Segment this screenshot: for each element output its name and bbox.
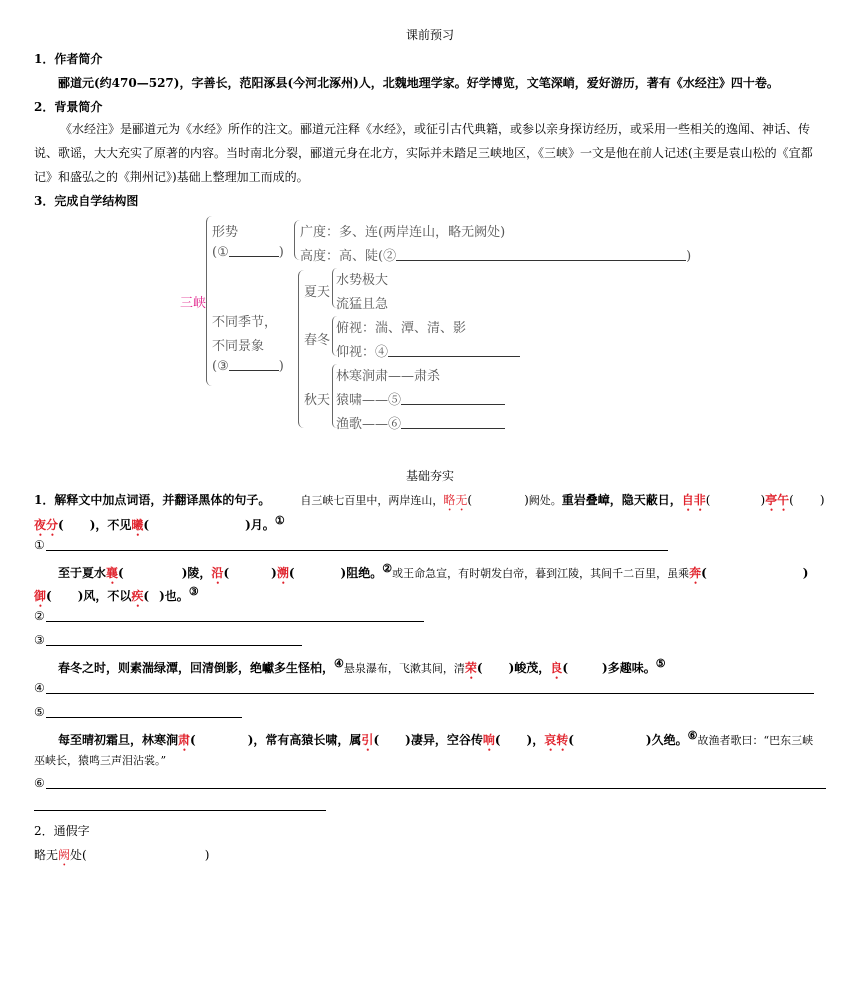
tree-summer-2: 流猛且急: [336, 297, 389, 312]
translation-line-1[interactable]: [46, 550, 668, 551]
translation-line-5[interactable]: [46, 717, 242, 718]
translation-line-6b[interactable]: [34, 810, 326, 811]
q1-line-5: 春冬之时，则素湍绿潭，回清倒影，绝巘多生怪柏，④悬泉瀑布，飞漱其间，清荣( )峻茂，良( )多趣味。⑤: [58, 657, 666, 675]
translation-label-3: ③: [34, 633, 45, 647]
tree-au-2: 猿啸——⑤: [336, 389, 505, 408]
tree-guangdu: 广度：多、连(两岸连山，略无阙处): [300, 225, 506, 240]
translation-line-2[interactable]: [46, 621, 424, 622]
tree-springwinter: 春冬: [304, 333, 331, 348]
tree-summer-1: 水势极大: [336, 273, 389, 288]
translation-label-4: ④: [34, 681, 45, 695]
tree-xingshi: 形势: [212, 225, 239, 240]
translation-label-5: ⑤: [34, 705, 45, 719]
translation-line-4[interactable]: [46, 693, 814, 694]
q1-line-1: 1．解释文中加点词语，并翻译黑体的句子。 自三峡七百里中，两岸连山，略无( )阙处。重岩叠嶂，隐天蔽日，自非( )亭午( ): [34, 493, 825, 507]
tree-season-1: 不同季节，: [212, 315, 278, 330]
tree-blank-1: (① ): [212, 245, 284, 260]
tree-au-3: 渔歌——⑥: [336, 413, 505, 432]
q1-line-6: 每至晴初霜旦，林寒涧肃( )，常有高猿长啸，属引( )凄异，空谷传响( )，哀转( )久绝。⑥故渔者歌曰：“巴东三峡: [58, 729, 814, 747]
q2-heading: 2．通假字: [34, 824, 90, 838]
tree-summer: 夏天: [304, 285, 331, 300]
q1-line-3: 至于夏水襄( )陵，沿( )溯( )阻绝。②或王命急宣，有时朝发白帝，暮到江陵，其间千二百里，虽乘奔( ): [58, 562, 809, 580]
q2-item: 略无阙处( ): [34, 848, 210, 862]
tree-gaodu: 高度：高、陡(② ): [300, 249, 692, 264]
section-title-preview: 课前预习: [405, 28, 454, 42]
translation-line-3[interactable]: [46, 645, 302, 646]
q1-line-7: 巫峡长，猿鸣三声泪沾裳。”: [34, 754, 167, 767]
tree-sw-1: 俯视：湍、潭、清、影: [336, 321, 467, 336]
q1-line-2: 夜分( )，不见曦( )月。①: [34, 514, 285, 532]
background-heading: 2．背景简介: [34, 100, 103, 114]
tree-blank-3: (③ ): [212, 359, 284, 374]
author-heading: 1．作者简介: [34, 52, 103, 66]
translation-label-1: ①: [34, 538, 45, 552]
background-text: 《水经注》是郦道元为《水经》所作的注文。郦道元注释《水经》，或征引古代典籍，或参以亲身探访经历，或采用一些相关的逸闻、神话、传说、歌谣，大大充实了原著的内容。当时南北分裂，郦道元身在北方，实际并未踏足三峡地区，《三峡》一文是他在前人记述(主要是袁山松的《宜都记》和盛弘之的《荆州记》)基础上整理加工而成的。: [34, 122, 813, 184]
section-title-basics: 基础夯实: [405, 469, 454, 483]
tree-season-2: 不同景象: [212, 339, 265, 354]
translation-line-6a[interactable]: [46, 788, 826, 789]
author-text: 郦道元(约470—527)，字善长，范阳涿县(今河北涿州)人，北魏地理学家。好学博览，文笔深峭，爱好游历，著有《水经注》四十卷。: [58, 76, 779, 90]
tree-autumn: 秋天: [304, 393, 331, 408]
q1-line-4: 御( )风，不以疾( )也。③: [34, 585, 199, 603]
structure-heading: 3．完成自学结构图: [34, 194, 139, 208]
translation-label-2: ②: [34, 609, 45, 623]
tree-au-1: 林寒涧肃——肃杀: [336, 369, 441, 384]
tree-sw-2: 仰视：④: [336, 341, 520, 360]
translation-label-6: ⑥: [34, 776, 45, 790]
tree-root: 三峡: [180, 296, 207, 311]
